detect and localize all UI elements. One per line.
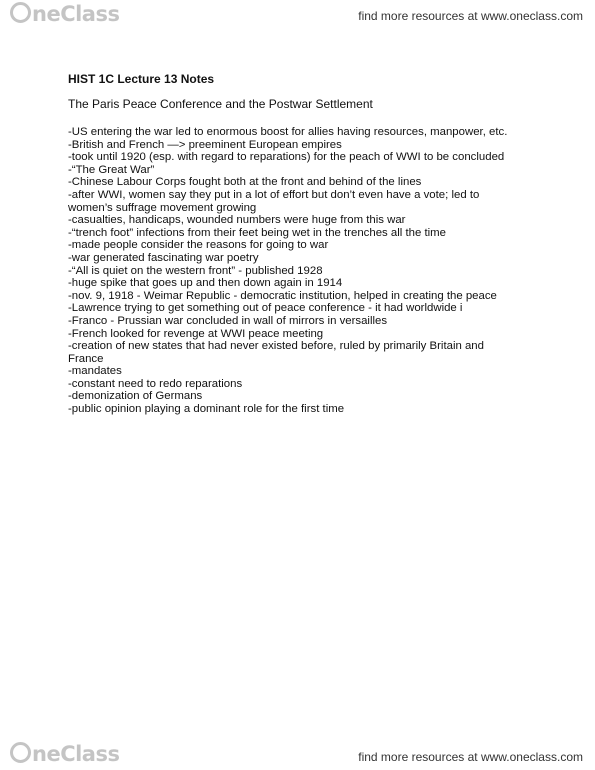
logo-text: neClass (32, 742, 120, 766)
logo-text: neClass (32, 2, 120, 26)
note-line: France (68, 352, 104, 365)
note-line: -made people consider the reasons for going to war (68, 239, 329, 252)
note-line: -public opinion playing a dominant role for the first time (68, 403, 345, 416)
note-line: -constant need to redo reparations (68, 377, 243, 390)
oneclass-logo (10, 2, 119, 26)
note-line: -French looked for revenge at WWI peace meeting (68, 327, 324, 340)
document-body (68, 72, 588, 416)
note-line: -nov. 9, 1918 - Weimar Republic - democratic institution, helped in creating the peace (68, 289, 497, 302)
logo-o-icon (10, 742, 31, 763)
logo-o-icon (10, 2, 31, 23)
note-line: -US entering the war led to enormous boost for allies having resources, manpower, etc. (68, 126, 508, 138)
note-line: -Chinese Labour Corps fought both at the front and behind of the lines (68, 176, 422, 189)
note-line: -Franco - Prussian war concluded in wall of mirrors in versailles (68, 314, 388, 327)
note-line: -huge spike that goes up and then down again in 1914 (68, 277, 343, 290)
header-tagline[interactable]: find more resources at www.oneclass.com (358, 9, 583, 23)
document-subtitle: The Paris Peace Conference and the Postwar Settlement (68, 97, 373, 111)
note-line: -casualties, handicaps, wounded numbers were huge from this war (68, 214, 406, 227)
note-line: -Lawrence trying to get something out of peace conference - it had worldwide i (68, 302, 463, 315)
document-title: HIST 1C Lecture 13 Notes (68, 72, 215, 86)
note-line: women’s suffrage movement growing (68, 201, 257, 214)
note-line: -war generated fascinating war poetry (68, 251, 259, 264)
note-line: -“trench foot” infections from their feet being wet in the trenches all the time (68, 226, 446, 239)
oneclass-logo-footer (10, 742, 119, 766)
note-line: -creation of new states that had never existed before, ruled by primarily Britain and (68, 340, 484, 353)
note-line: -demonization of Germans (68, 390, 203, 403)
notes-list (68, 126, 588, 416)
note-line: -mandates (68, 365, 122, 378)
note-line: -“All is quiet on the western front” - published 1928 (68, 264, 323, 277)
note-line: -took until 1920 (esp. with regard to reparations) for the peach of WWI to be concluded (68, 151, 505, 164)
footer-tagline[interactable]: find more resources at www.oneclass.com (358, 750, 583, 764)
note-line: -British and French —> preeminent European empires (68, 138, 342, 151)
note-line: -after WWI, women say they put in a lot of effort but don’t even have a vote; led to (68, 188, 480, 201)
note-line: -“The Great War” (68, 163, 155, 176)
